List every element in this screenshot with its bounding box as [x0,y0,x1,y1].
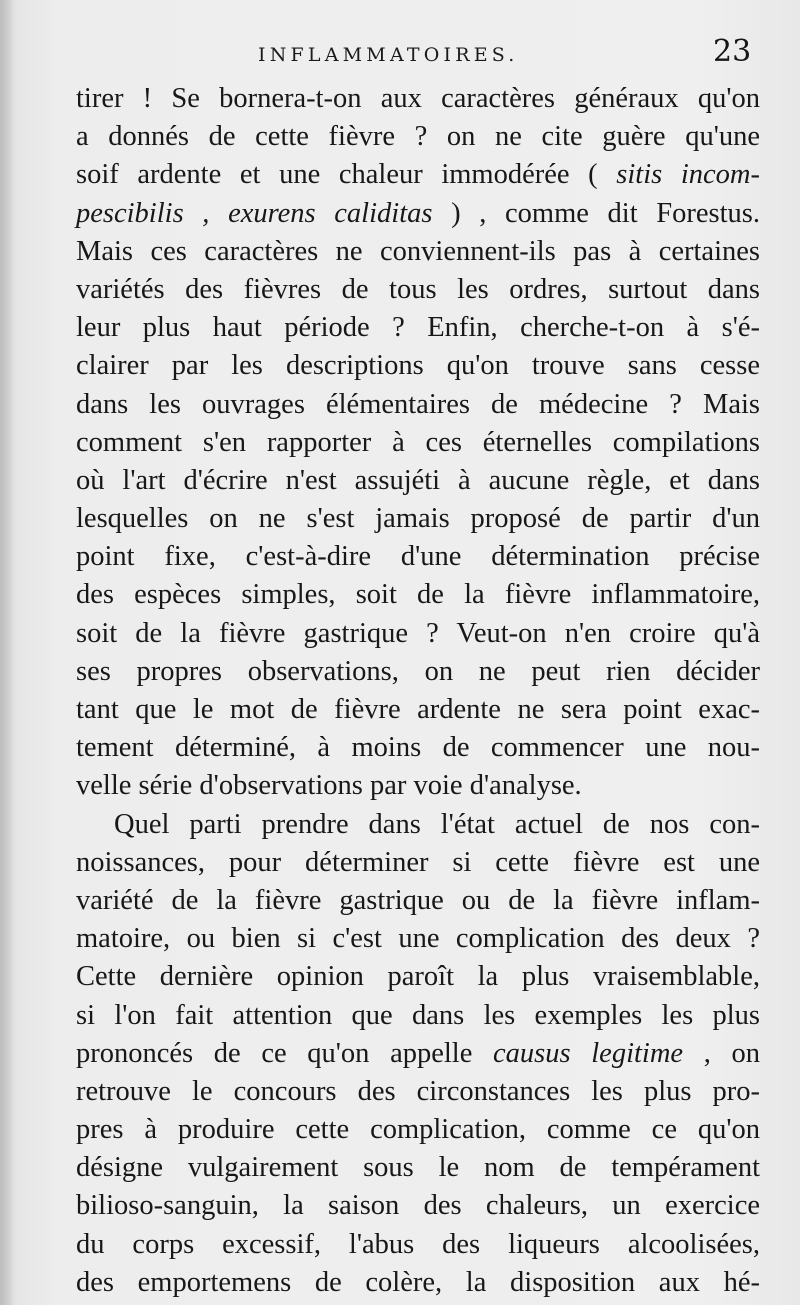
text-line: retrouve le concours des circonstances les plus pro- [76,1075,760,1107]
text-line: Mais ces caractères ne conviennent-ils pas à certaines [76,235,760,267]
page-number: 23 [713,34,752,69]
text-line: leur plus haut période ? Enfin, cherche-t-on à s'é- [76,312,760,344]
running-title: INFLAMMATOIRES. [258,44,519,66]
text-line: variétés des fièvres de tous les ordres, surtout dans [76,273,760,305]
text-line: des espèces simples, soit de la fièvre inflammatoire, [76,579,760,611]
text-line: tant que le mot de fièvre ardente ne sera point exac- [76,694,760,725]
text-line: variété de la fièvre gastrique ou de la fièvre inflam- [76,884,760,916]
text-line: dans les ouvrages élémentaires de médecine ? Mais [76,388,760,420]
text-line: a donnés de cette fièvre ? on ne cite guère qu'une [76,121,760,153]
text-line: tement déterminé, à moins de commencer une nou- [76,732,760,764]
text-line: bilioso-sanguin, la saison des chaleurs, un exercice [76,1190,760,1222]
paragraph-first-line: Quel parti prendre dans l'état actuel de nos con- [114,808,760,840]
text-line: du corps excessif, l'abus des liqueurs alcoolisées, [76,1228,760,1260]
text-line: soit de la fièvre gastrique ? Veut-on n'en croire qu'à [76,617,760,649]
text-line: où l'art d'écrire n'est assujéti à aucune règle, et dans [76,464,760,496]
text-line: comment s'en rapporter à ces éternelles compilations [76,426,760,458]
latin-phrase: pescibilis , exurens caliditas [76,197,433,229]
text-line: ses propres observations, on ne peut rien décider [76,655,760,687]
text-line: si l'on fait attention que dans les exemples les plus [76,999,760,1031]
latin-phrase: sitis incom- [597,159,760,191]
text-line: matoire, ou bien si c'est une complication des deux ? [76,923,760,955]
text-run: , on [683,1037,760,1069]
paragraph-last-line: velle série d'observations par voie d'analyse. [76,770,582,802]
text-run: prononcés de ce qu'on appelle [76,1037,494,1069]
text-line: des emportemens de colère, la disposition aux hé- [76,1266,760,1298]
body-text [76,80,760,1302]
text-line: clairer par les descriptions qu'on trouve sans cesse [76,350,760,382]
text-line: lesquelles on ne s'est jamais proposé de partir d'un [76,503,760,535]
text-line [76,156,760,194]
text-line [76,1035,760,1073]
text-line: point fixe, c'est-à-dire d'une détermination précise [76,541,760,573]
page-edge-shadow [0,0,14,1305]
text-line: noissances, pour déterminer si cette fièvre est une [76,846,760,878]
text-line: désigne vulgairement sous le nom de tempérament [76,1152,760,1184]
text-line: pres à produire cette complication, comme ce qu'on [76,1114,760,1146]
text-run: soif ardente et une chaleur immodérée ( [76,159,598,191]
latin-phrase: causus legitime [493,1037,684,1069]
text-run: ) , comme dit Forestus. [432,197,760,229]
text-line: Cette dernière opinion paroît la plus vraisemblable, [76,961,760,993]
text-line [76,195,760,233]
text-line: tirer ! Se bornera-t-on aux caractères généraux qu'on [76,83,760,114]
